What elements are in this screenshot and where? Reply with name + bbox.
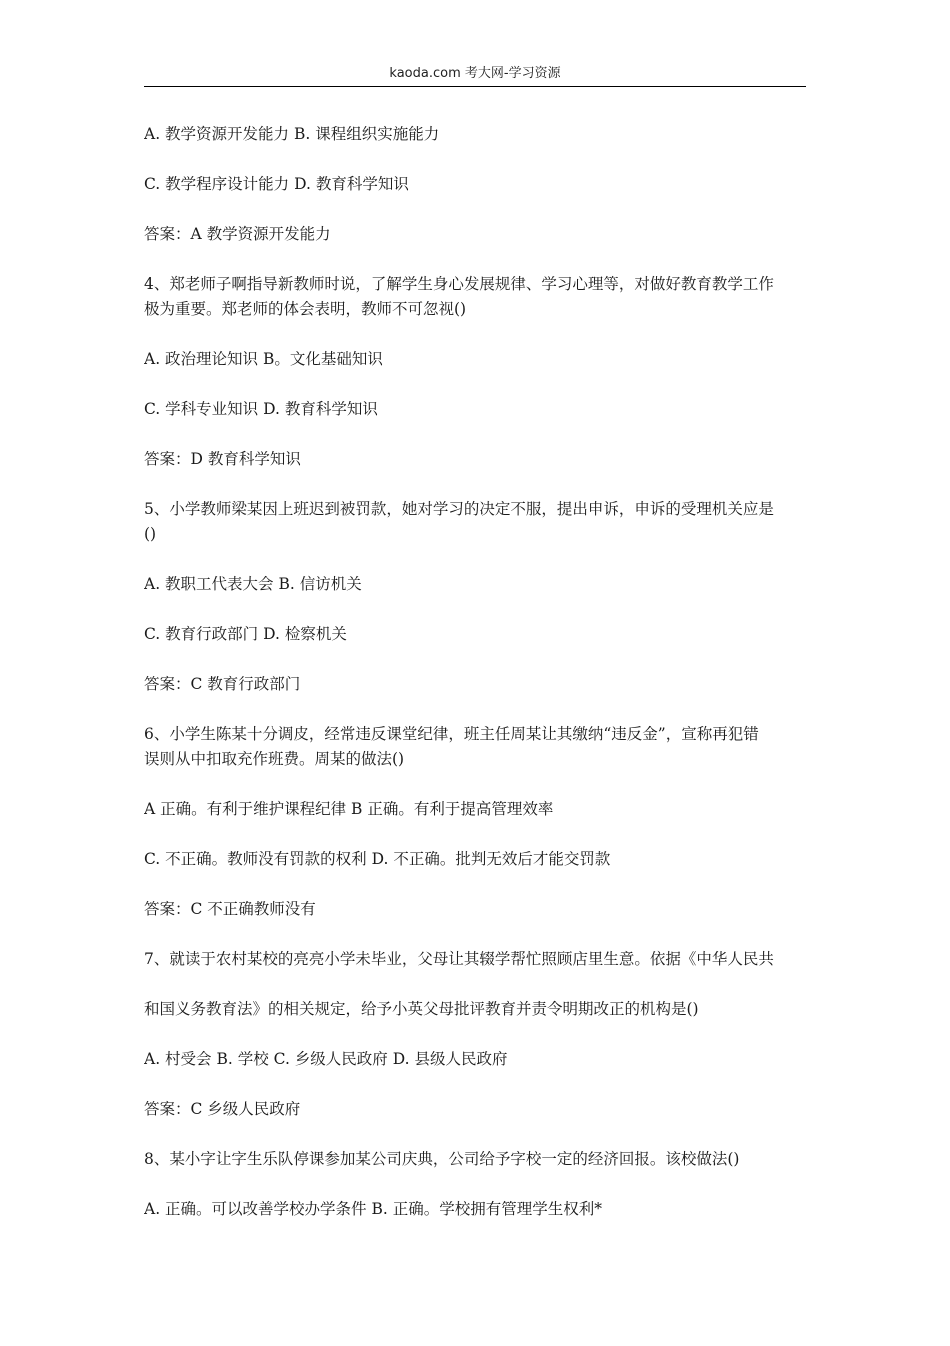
question-line: 误则从中扣取充作班费。周某的做法() [144,750,405,768]
question-line: 5、小学教师梁某因上班迟到被罚款，她对学习的决定不服，提出申诉，申诉的受理机关应是 [144,500,774,518]
page-header: kaoda.com 考大网-学习资源 [389,66,561,81]
option-line: A. 政治理论知识 B。文化基础知识 [144,350,383,368]
question-line: 极为重要。郑老师的体会表明，教师不可忽视() [144,300,467,318]
option-line: A. 教学资源开发能力 B. 课程组织实施能力 [144,125,440,143]
answer-line: 答案：A 教学资源开发能力 [144,225,331,243]
option-line: C. 教学程序设计能力 D. 教育科学知识 [144,175,409,193]
question-line: 7、就读于农村某校的亮亮小学未毕业，父母让其辍学帮忙照顾店里生意。依据《中华人民共 [144,950,774,968]
answer-line: 答案：C 乡级人民政府 [144,1100,301,1118]
answer-line: 答案：D 教育科学知识 [144,450,301,468]
question-line: 6、小学生陈某十分调皮，经常违反课堂纪律，班主任周某让其缴纳“违反金”，宣称再犯错 [144,725,759,743]
option-line: A. 教职工代表大会 B. 信访机关 [144,575,362,593]
question-line: 4、郑老师子啊指导新教师时说，了解学生身心发展规律、学习心理等，对做好教育教学工作 [144,275,774,293]
option-line: C. 学科专业知识 D. 教育科学知识 [144,400,378,418]
question-line: 8、某小字让字生乐队停课参加某公司庆典，公司给予字校一定的经济回报。该校做法() [144,1150,740,1168]
question-line: 和国义务教育法》的相关规定，给予小英父母批评教育并责令明期改正的机构是() [144,1000,699,1018]
option-line: A. 村受会 B. 学校 C. 乡级人民政府 D. 县级人民政府 [144,1050,508,1068]
header-rule [144,86,806,87]
question-line: () [144,525,157,543]
option-line: A 正确。有利于维护课程纪律 B 正确。有利于提高管理效率 [144,800,554,818]
option-line: C. 不正确。教师没有罚款的权利 D. 不正确。批判无效后才能交罚款 [144,850,611,868]
option-line: C. 教育行政部门 D. 检察机关 [144,625,347,643]
answer-line: 答案：C 教育行政部门 [144,675,301,693]
option-line: A. 正确。可以改善学校办学条件 B. 正确。学校拥有管理学生权利* [144,1200,602,1218]
answer-line: 答案：C 不正确教师没有 [144,900,316,918]
